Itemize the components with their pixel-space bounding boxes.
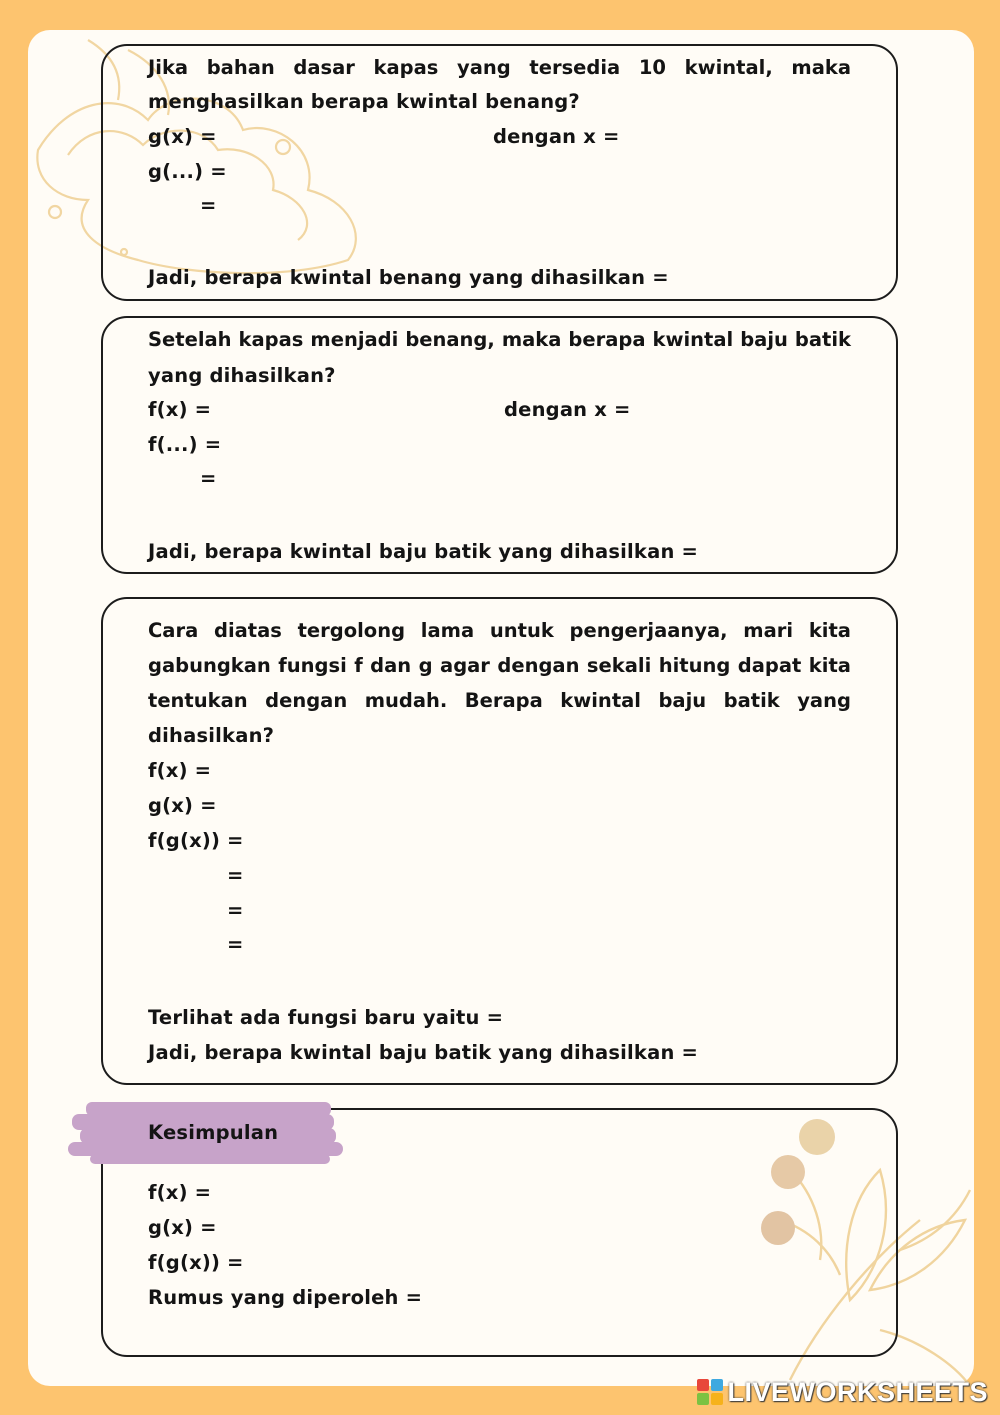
equals-sign: =	[227, 899, 244, 922]
f-of-g-x-label: f(g(x)) =	[148, 1251, 244, 1274]
dengan-x-label: dengan x =	[504, 398, 631, 421]
question-3-answer-label: Jadi, berapa kwintal baju batik yang dihasilkan =	[148, 1041, 699, 1064]
formula-label: Rumus yang diperoleh =	[148, 1286, 423, 1309]
g-x-label: g(x) =	[148, 125, 217, 148]
question-2-answer-label: Jadi, berapa kwintal baju batik yang dihasilkan =	[148, 540, 699, 563]
equals-sign: =	[200, 467, 217, 490]
equals-sign: =	[200, 194, 217, 217]
g-dots-label: g(...) =	[148, 160, 227, 183]
g-x-label: g(x) =	[148, 794, 217, 817]
liveworksheets-logo-icon	[697, 1379, 723, 1405]
equals-sign: =	[227, 864, 244, 887]
f-x-label: f(x) =	[148, 398, 212, 421]
liveworksheets-brand-text: LIVEWORKSHEETS	[727, 1376, 988, 1407]
conclusion-heading: Kesimpulan	[148, 1121, 279, 1144]
g-x-label: g(x) =	[148, 1216, 217, 1239]
question-1-line-1: Jika bahan dasar kapas yang tersedia 10 kwintal, maka	[148, 56, 851, 79]
question-2-line-2: yang dihasilkan?	[148, 364, 336, 387]
question-3-line-1: Cara diatas tergolong lama untuk pengerjaanya, mari kita	[148, 619, 851, 642]
new-function-label: Terlihat ada fungsi baru yaitu =	[148, 1006, 504, 1029]
f-x-label: f(x) =	[148, 759, 212, 782]
question-3-line-4: dihasilkan?	[148, 724, 275, 747]
equals-sign: =	[227, 933, 244, 956]
question-1-line-2: menghasilkan berapa kwintal benang?	[148, 90, 580, 113]
question-1-answer-label: Jadi, berapa kwintal benang yang dihasilkan =	[148, 266, 669, 289]
question-3-line-3: tentukan dengan mudah. Berapa kwintal baju batik yang	[148, 689, 851, 712]
question-3-line-2: gabungkan fungsi f dan g agar dengan sekali hitung dapat kita	[148, 654, 851, 677]
liveworksheets-logo	[697, 1377, 988, 1407]
f-dots-label: f(...) =	[148, 433, 222, 456]
f-x-label: f(x) =	[148, 1181, 212, 1204]
f-of-g-x-label: f(g(x)) =	[148, 829, 244, 852]
dengan-x-label: dengan x =	[493, 125, 620, 148]
question-2-line-1: Setelah kapas menjadi benang, maka berapa kwintal baju batik	[148, 328, 851, 351]
